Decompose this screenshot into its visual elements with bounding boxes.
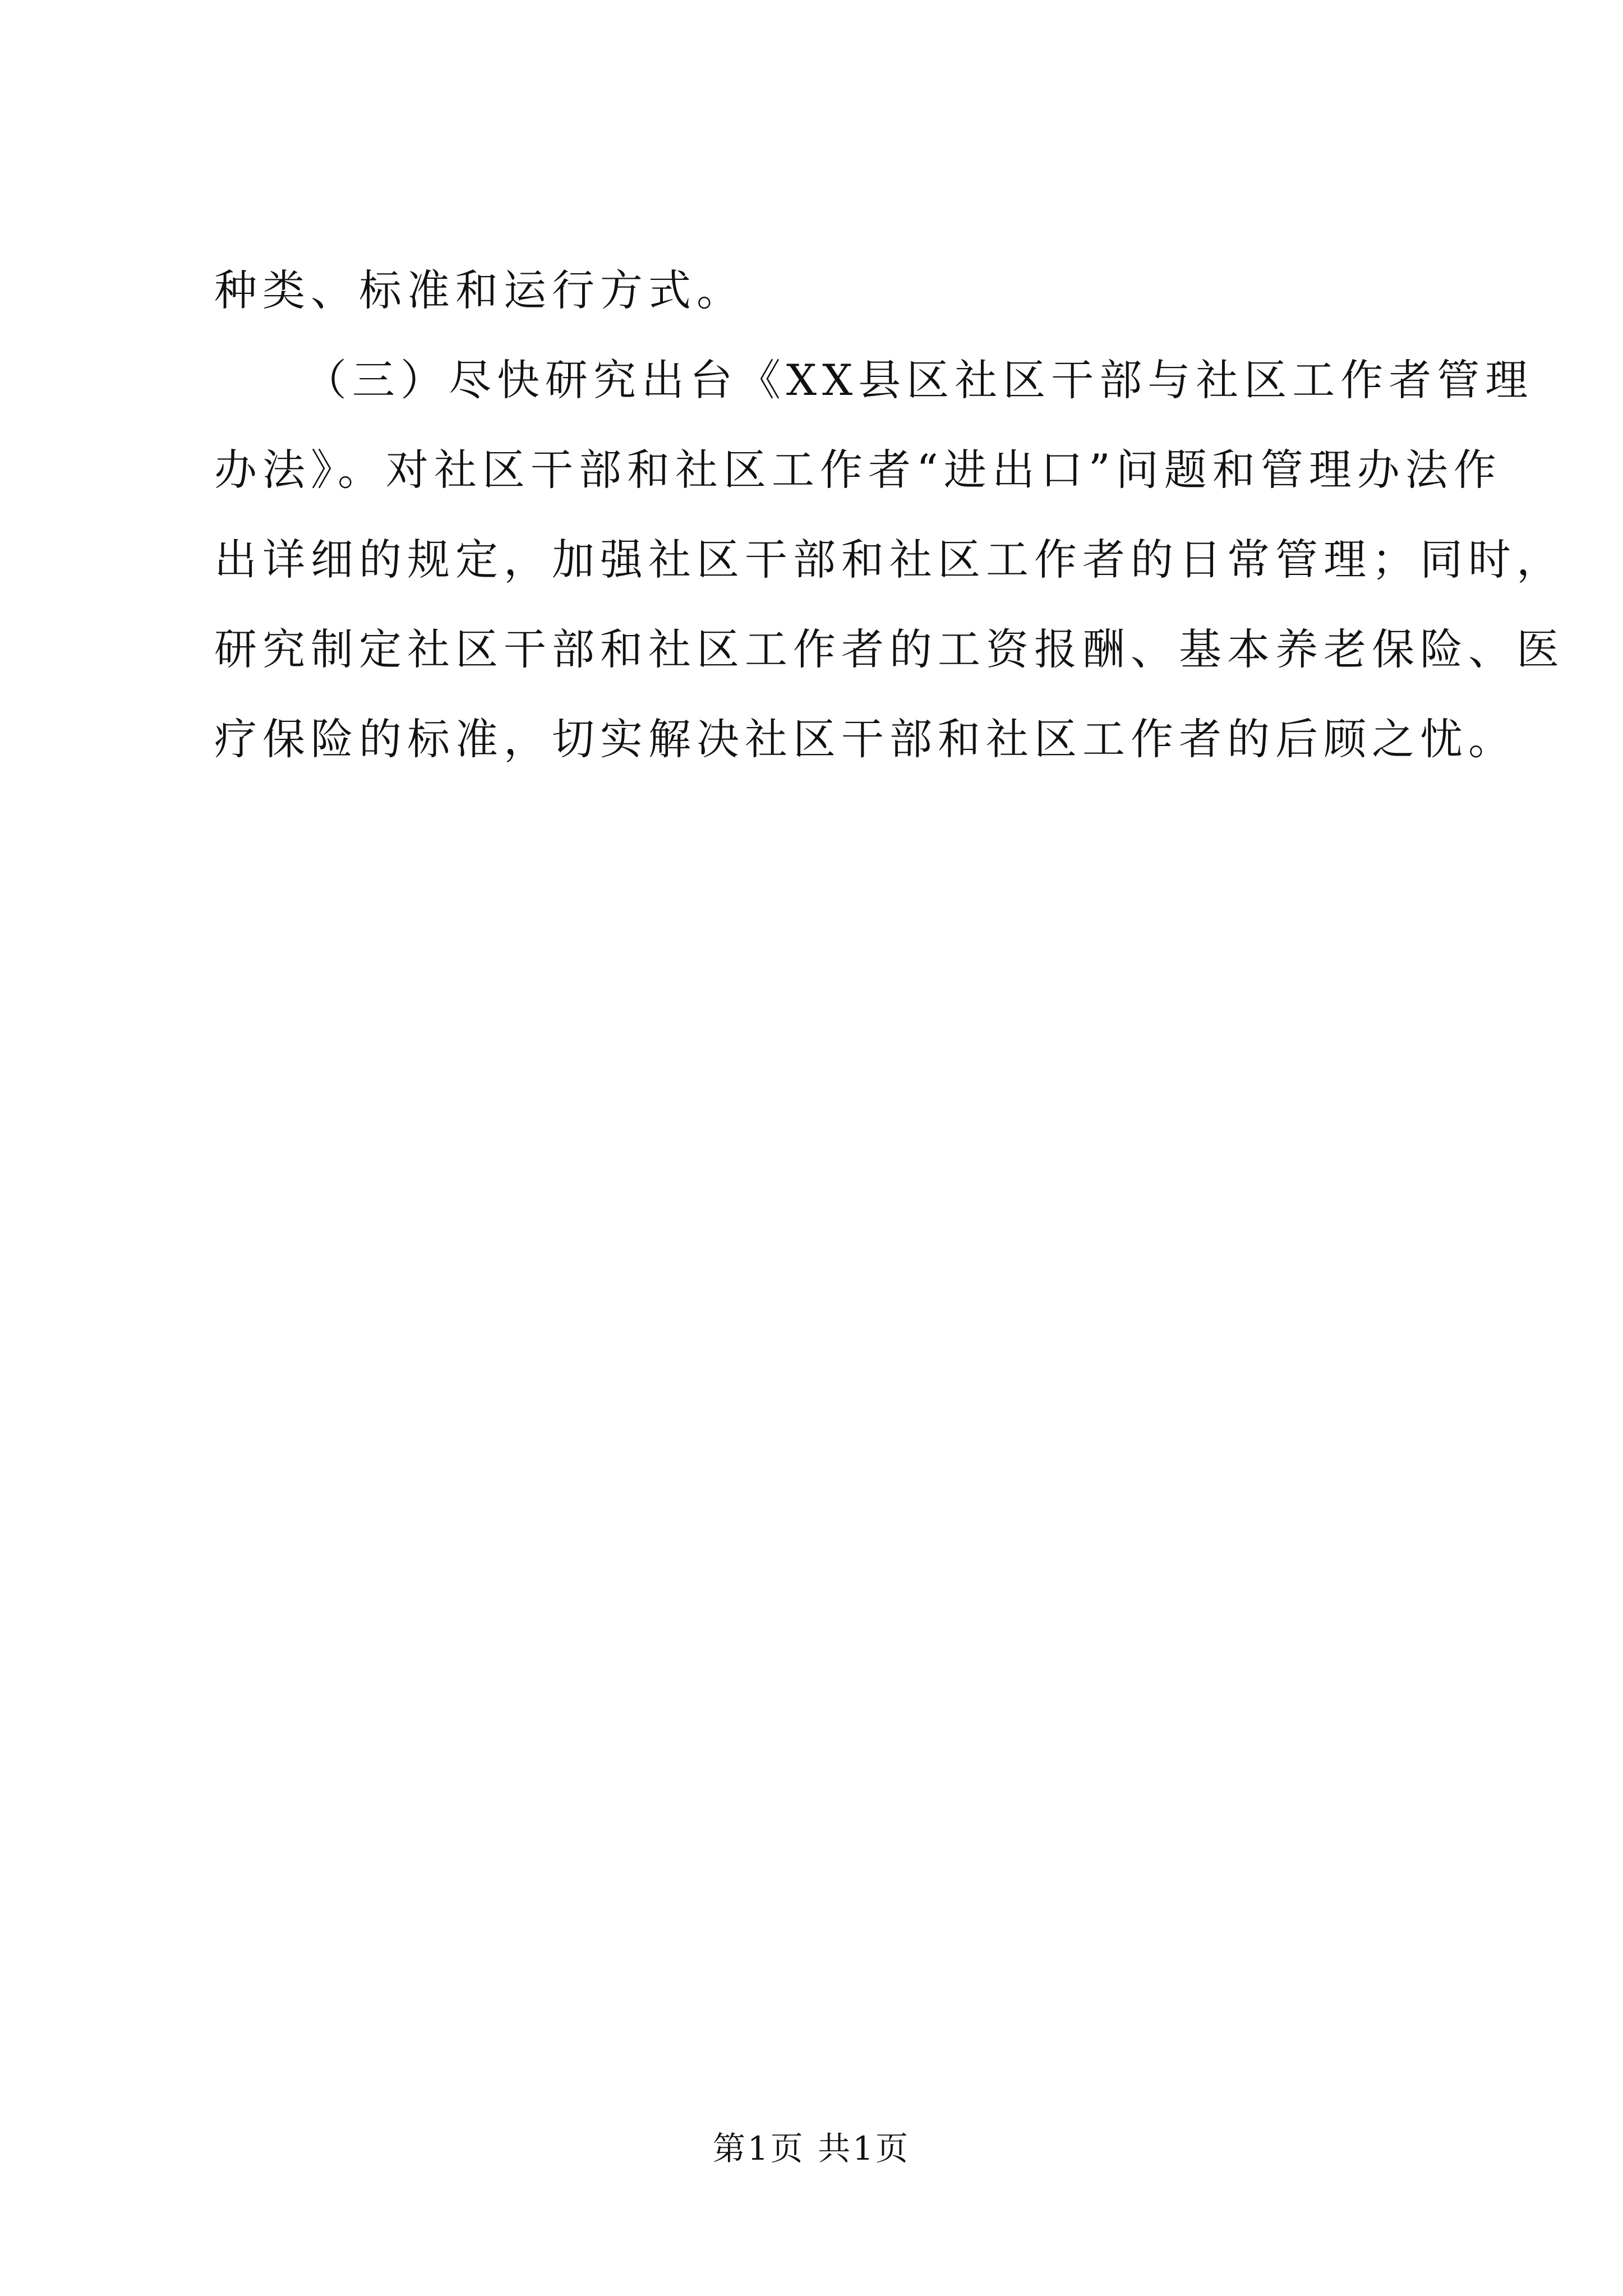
body-line-1: 种类、标准和运行方式。: [214, 265, 745, 315]
body-line-2: （三）尽快研究出台《XX县区社区干部与社区工作者管理: [304, 355, 1534, 405]
body-line-6: 疗保险的标准，切实解决社区干部和社区工作者的后顾之忧。: [214, 714, 1516, 764]
document-body: [214, 259, 1565, 798]
body-line-5: 研究制定社区干部和社区工作者的工资报酬、基本养老保险、医: [214, 624, 1565, 674]
page-footer: 第1页 共1页: [712, 2129, 911, 2168]
body-line-4: 出详细的规定，加强社区干部和社区工作者的日常管理；同时，: [214, 535, 1565, 585]
body-line-3: 办法》。对社区干部和社区工作者“进出口”问题和管理办法作: [214, 445, 1502, 495]
